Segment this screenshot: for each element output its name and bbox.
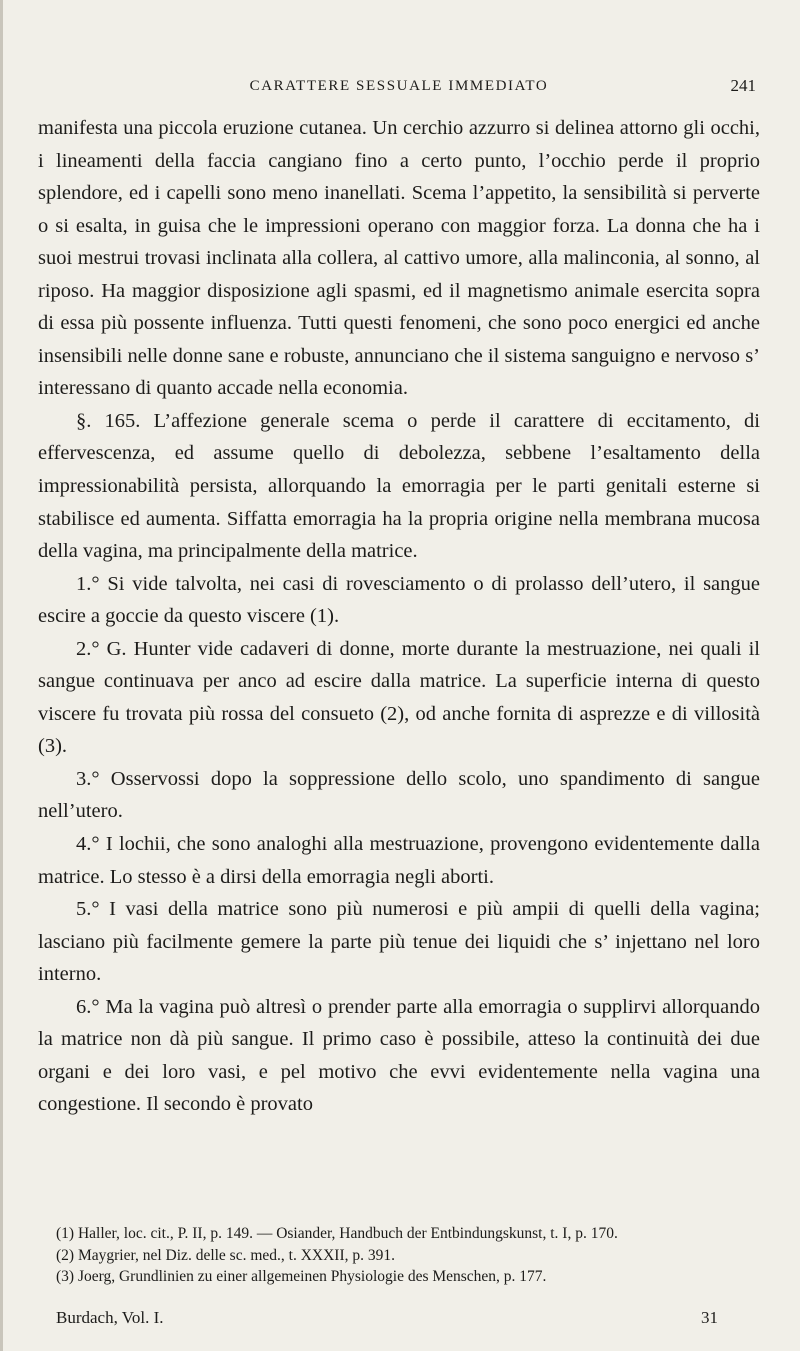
signature-number: 31 [701, 1308, 718, 1327]
page-edge [0, 0, 3, 1351]
paragraph-continuation: manifesta una piccola eruzione cutanea. Un cerchio azzurro si delinea attorno gli occhi, i lineamenti della faccia cangiano fino a certo punto, l’occhio perde il proprio splendore, ed i capelli sono meno inanellati. Scema l’appetito, la sensibilità si perverte o si esalta, in guisa che le impressioni operano con maggior forza. La donna che ha i suoi mestrui trovasi inclinata alla collera, al cattivo umore, alla malinconia, al sonno, al riposo. Ha maggior disposizione agli spasmi, ed il magnetismo animale esercita sopra di essa più possente influenza. Tutti questi fenomeni, che sono poco energici ed anche insensibili nelle donne sane e robuste, annunciano che il sistema sanguigno e nervoso s’ interessano di quanto accade nella economia. [38, 117, 760, 400]
body-text [38, 112, 760, 1121]
paragraph-item-2: 2.° G. Hunter vide cadaveri di donne, morte durante la mestruazione, nei quali il sangue continuava per anco ad escire dalla matrice. La superficie interna di questo viscere fu trovata più rossa del consueto (2), od anche fornita di asprezze e di villosità (3). [38, 637, 760, 758]
paragraph-item-1: 1.° Si vide talvolta, nei casi di rovesciamento o di prolasso dell’utero, il sangue escire a goccie da questo viscere (1). [38, 572, 760, 628]
page-number: 241 [730, 76, 756, 95]
footnote-2: (2) Maygrier, nel Diz. delle sc. med., t. XXXII, p. 391. [56, 1246, 395, 1264]
footnote-3: (3) Joerg, Grundlinien zu einer allgemeinen Physiologie des Menschen, p. 177. [56, 1268, 547, 1285]
footnotes [38, 1223, 760, 1288]
paragraph-item-4: 4.° I lochii, che sono analoghi alla mestruazione, provengono evidentemente dalla matrice. Lo stesso è a dirsi della emorragia negli aborti. [38, 833, 760, 888]
paragraph-item-5: 5.° I vasi della matrice sono più numerosi e più ampii di quelli della vagina; lasciano più facilmente gemere la parte più tenue dei liquidi che s’ injettano nel loro interno. [38, 898, 760, 986]
running-title: CARATTERE SESSUALE IMMEDIATO [249, 78, 549, 94]
footnote-1: (1) Haller, loc. cit., P. II, p. 149. — Osiander, Handbuch der Entbindungskunst, t. I, p. 170. [56, 1225, 618, 1242]
signature-text: Burdach, Vol. I. [56, 1308, 164, 1327]
printer-signature [56, 1308, 760, 1328]
paragraph-item-6: 6.° Ma la vagina può altresì o prender parte alla emorragia o supplirvi allorquando la matrice non dà più sangue. Il primo caso è possibile, atteso la continuità dei due organi e dei loro vasi, e pel motivo che evvi evidentemente nella vagina una congestione. Il secondo è provato [38, 995, 760, 1116]
paragraph-section-165: §. 165. L’affezione generale scema o perde il carattere di eccitamento, di effervescenza, ed assume quello di debolezza, sebbene l’esaltamento della impressionabilità persista, allorquando la emorragia per le parti genitali esterne si stabilisce ed aumenta. Siffatta emorragia ha la propria origine nella membrana mucosa della vagina, ma principalmente della matrice. [38, 409, 760, 563]
paragraph-item-3: 3.° Osservossi dopo la soppressione dello scolo, uno spandimento di sangue nell’utero. [38, 767, 760, 823]
